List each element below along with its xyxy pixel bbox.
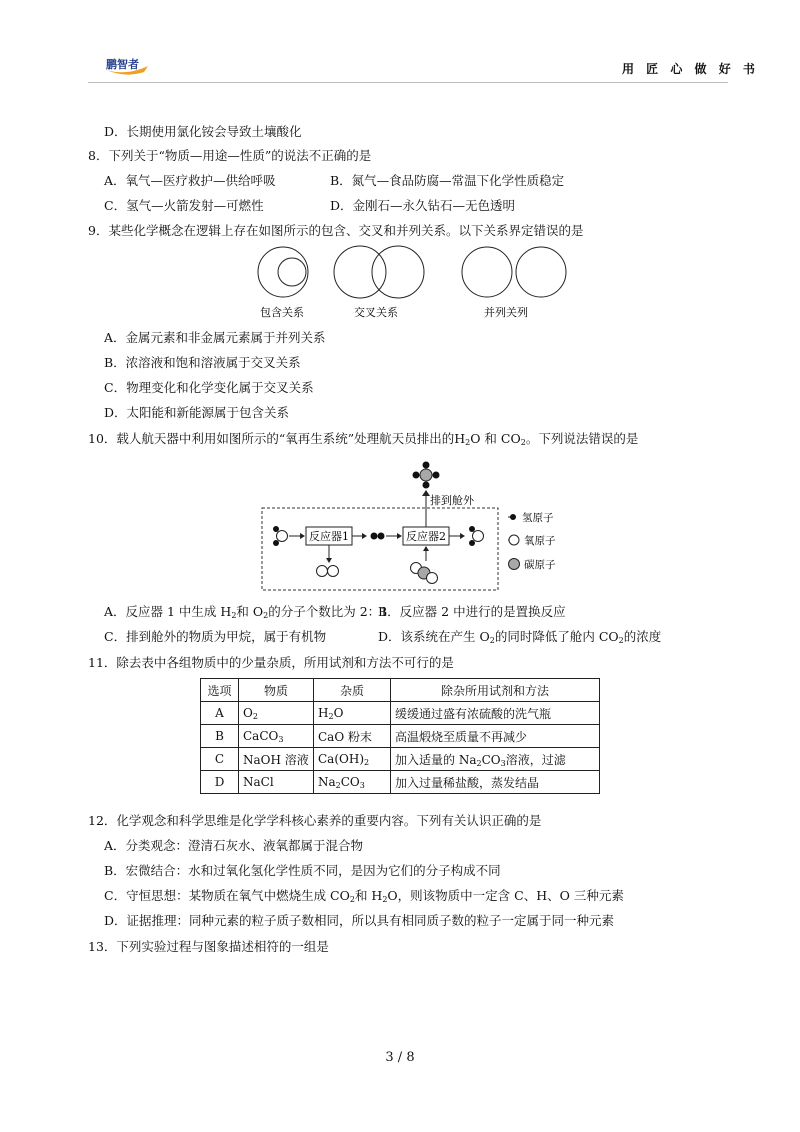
svg-text:鹏智者: 鹏智者 (106, 58, 139, 71)
oxygen-regeneration-diagram (258, 458, 578, 594)
carbon-dioxide-molecule-icon (411, 563, 438, 584)
q12-option-c: C．守恒思想：某物质在氧气中燃烧生成 $CO_2$和 $H_2O$，则该物质中一定含 C、H、O 三种元素 (104, 888, 624, 904)
oxygen-molecule-icon (317, 566, 339, 577)
system-boundary (262, 508, 498, 590)
table-row (201, 725, 600, 748)
hydrogen-molecule-icon (371, 533, 385, 540)
table-cell: A (201, 702, 239, 725)
water-molecule-icon (273, 526, 288, 546)
table-header-cell: 物质 (239, 679, 314, 702)
impurity-removal-table (200, 678, 600, 794)
table-cell: 高温煅烧至质量不再减少 (391, 725, 600, 748)
table-cell: CaO 粉末 (314, 725, 391, 748)
q12-option-d: D．证据推理：同种元素的粒子质子数相同，所以具有相同质子数的粒子一定属于同一种元素 (104, 913, 615, 928)
reactor-2-label: 反应器2 (406, 530, 446, 543)
table-cell: $O_2$ (239, 702, 314, 725)
label-parallel: 并列关列 (484, 306, 528, 319)
table-cell: 缓缓通过盛有浓硫酸的洗气瓶 (391, 702, 600, 725)
table-header-row (201, 679, 600, 702)
table-header-cell: 除杂所用试剂和方法 (391, 679, 600, 702)
relation-diagram (250, 242, 580, 324)
q8-option-c: C．氢气—火箭发射—可燃性 (104, 198, 264, 213)
table-cell: 加入过量稀盐酸，蒸发结晶 (391, 771, 600, 794)
q10-option-d: D．该系统在产生 $O_2$的同时降低了舱内 $CO_2$的浓度 (378, 629, 662, 645)
methane-molecule-icon (413, 462, 440, 489)
legend-carbon-icon (509, 559, 520, 570)
q12-stem: 12．化学观念和科学思维是化学学科核心素养的重要内容。下列有关认识正确的是 (88, 813, 542, 828)
table-cell: D (201, 771, 239, 794)
legend-oxygen-icon (509, 535, 519, 545)
q9-stem: 9．某些化学概念在逻辑上存在如图所示的包含、交叉和并列关系。以下关系界定错误的是 (88, 223, 584, 238)
parallel-relation-figure (462, 247, 566, 297)
page-number: 3 / 8 (385, 1050, 415, 1065)
reactor-1-label: 反应器1 (309, 530, 349, 543)
table-row (201, 748, 600, 771)
table-cell: $H_2O$ (314, 702, 391, 725)
publisher-logo (104, 56, 150, 76)
table-header-cell: 选项 (201, 679, 239, 702)
table-header-cell: 杂质 (314, 679, 391, 702)
q8-option-a: A．氧气—医疗救护—供给呼吸 (104, 173, 276, 188)
q9-option-d: D．太阳能和新能源属于包含关系 (104, 405, 290, 420)
table-cell: CaCO$_3$ (239, 725, 314, 748)
table-cell: NaCl (239, 771, 314, 794)
q9-option-b: B．浓溶液和饱和溶液属于交叉关系 (104, 355, 301, 370)
table-cell: NaOH 溶液 (239, 748, 314, 771)
q8-stem: 8．下列关于“物质—用途—性质”的说法不正确的是 (88, 148, 372, 163)
legend-oxygen-label: 氧原子 (524, 535, 556, 547)
table-cell: $Na_2CO_3$ (314, 771, 391, 794)
table-row (201, 771, 600, 794)
legend-carbon-label: 碳原子 (524, 559, 556, 571)
table-row (201, 702, 600, 725)
table-cell: $Ca(OH)_2$ (314, 748, 391, 771)
q13-stem: 13．下列实验过程与图象描述相符的一组是 (88, 939, 329, 954)
q8-option-d: D．金刚石—永久钻石—无色透明 (330, 198, 516, 213)
header-divider (88, 82, 728, 83)
include-relation-figure (258, 247, 308, 297)
q12-option-a: A．分类观念：澄清石灰水、液氧都属于混合物 (104, 838, 364, 853)
q9-option-a: A．金属元素和非金属元素属于并列关系 (104, 330, 326, 345)
legend-hydrogen-label: 氢原子 (522, 512, 554, 524)
legend (508, 511, 556, 571)
table-cell: C (201, 748, 239, 771)
logo-icon (104, 56, 150, 76)
q10-option-a: A．反应器 1 中生成 $H_2$和 $O_2$的分子个数比为 2：1 (104, 604, 389, 620)
cross-relation-figure (334, 246, 424, 298)
q10-stem: 10．载人航天器中利用如图所示的“氧再生系统”处理航天员排出的$H_2O$ 和 $CO_2$。下列说法错误的是 (88, 431, 639, 447)
q8-option-b: B．氮气—食品防腐—常温下化学性质稳定 (330, 173, 565, 188)
q12-option-b: B．宏微结合：水和过氧化氢化学性质不同，是因为它们的分子构成不同 (104, 863, 501, 878)
exhaust-label: 排到舱外 (430, 494, 474, 507)
q10-option-b: B．反应器 2 中进行的是置换反应 (378, 604, 566, 619)
q9-option-c: C．物理变化和化学变化属于交叉关系 (104, 380, 314, 395)
label-cross: 交叉关系 (354, 306, 398, 319)
q11-stem: 11．除去表中各组物质中的少量杂质，所用试剂和方法不可行的是 (88, 655, 454, 670)
header-slogan: 用 匠 心 做 好 书 (622, 62, 759, 76)
q7-option-d: D．长期使用氯化铵会导致土壤酸化 (104, 124, 302, 139)
q10-option-c: C．排到舱外的物质为甲烷，属于有机物 (104, 629, 327, 644)
table-cell: B (201, 725, 239, 748)
table-cell: 加入适量的 $Na_2CO_3$溶液，过滤 (391, 748, 600, 771)
label-include: 包含关系 (260, 306, 304, 319)
water-output-molecule-icon (469, 526, 484, 546)
legend-hydrogen-icon (510, 514, 516, 520)
